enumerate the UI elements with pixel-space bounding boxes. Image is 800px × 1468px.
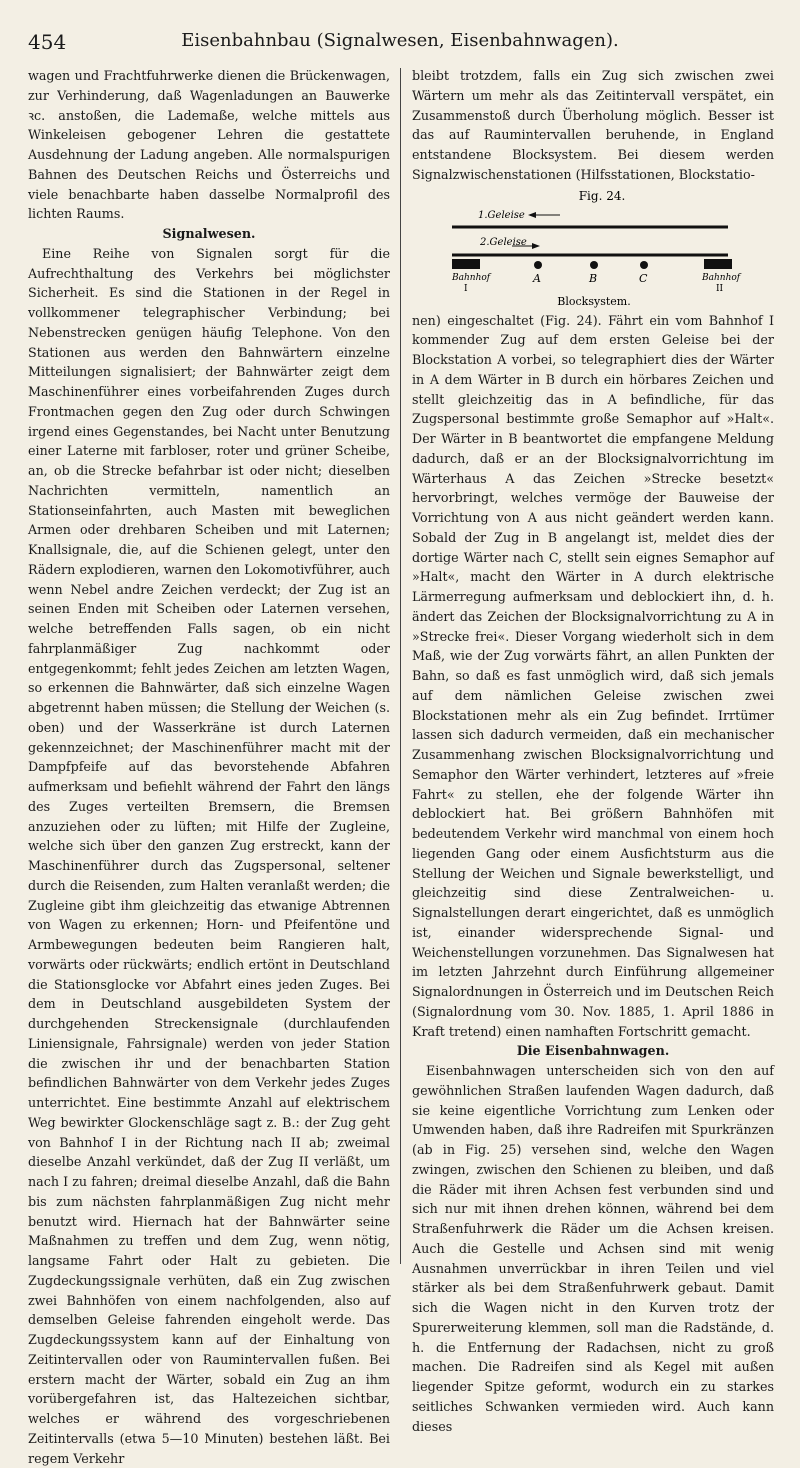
track-1-arrow-head: [528, 212, 536, 218]
left-paragraph-2: Eine Reihe von Signalen sorgt für die Aufrechthaltung des Verkehrs bei möglichster Sicherheit. Es sind die Stationen in der Regel in vollkommener telegraphischer Verbindung; bei Nebenstrecken genügen häufig Telephone. Von den Stationen aus werden den Bahnwärtern einzelne Mitteilungen signalisiert; der Bahnwärter zeigt dem Maschinenführer eines vorbeifahrenden Zuges durch Frontmachen gegen den Zug oder durch Schwingen irgend eines Gegenstandes, bei Nacht unter Benutzung einer Laterne mit farbloser, roter und grüner Scheibe, an, ob die Strecke befahrbar ist oder nicht; dieselben Nachrichten vermitteln, namentlich an Stationseinfahrten, auch Masten mit beweglichen Armen oder drehbaren Scheiben und mit Laternen; Knallsignale, die, auf die Schienen gelegt, unter den Rädern explodieren, warnen den Lokomotivführer, auch wenn Nebel andre Zeichen verdeckt; der Zug ist an seinen Enden mit Scheiben oder Laternen versehen, welche betreffenden Falls sagen, ob ein nicht fahrplanmäßiger Zug nachkommt oder entgegenkommt; fehlt jedes Zeichen am letzten Wagen, so erkennen die Bahnwärter, daß sich einzelne Wagen abgetrennt haben müssen; die Stellung der Weichen (s. oben) und der Wasserkräne ist durch Laternen gekennzeichnet; der Maschinenführer macht mit der Dampfpfeife auf das bevorstehende Abfahren aufmerksam und befiehlt während der Fahrt den längs des Zuges verteilten Bremsern, die Bremsen anzuziehen oder zu lüften; mit Hilfe der Zugleine, welche sich über den ganzen Zug erstreckt, kann der Maschinenführer durch das Zugspersonal, seltener durch die Reisenden, zum Halten veranlaßt werden; die Zugleine gibt ihm gleichzeitig das etwanige Abtrennen von Wagen zu erkennen; Horn- und Pfeifentöne und Armbewegungen bedeuten beim Rangieren halt, vorwärts oder rückwärts; endlich ertönt in Deutschland die Stationsglocke vor Abfahrt eines jeden Zuges. Bei dem in Deutschland ausgebildeten System der durchgehenden Streckensignale (durchlaufenden Liniensignale, Fahrsignale) werden von jeder Station die zwischen ihr und der benachbarten Station befindlichen Bahnwärter von dem Verkehr jedes Zuges unterrichtet. Eine bestimmte Anzahl auf elektrischem Weg bewirkter Glockenschläge sagt z. B.: der Zug geht von Bahnhof I in der Richtung nach II ab; zweimal dieselbe Anzahl verkündet, daß der Zug II verläßt, um nach I zu fahren; dreimal dieselbe Anzahl, daß die Bahn bis zum nächsten fahrplanmäßigen Zug nicht mehr benutzt wird. Hiernach hat der Bahnwärter seine Maßnahmen zu treffen und dem Zug, wenn nötig, langsame Fahrt oder Halt zu gebieten. Die Zugdeckungssignale verhüten, daß ein Zug zwischen zwei Bahnhöfen von einem nachfolgenden, also auf demselben Geleise fahrenden eingeholt werde. Das Zugdeckungssystem kann auf der Einhaltung von Zeitintervallen oder von Raumintervallen fußen. Bei erstern macht der Wärter, sobald ein Zug an ihm vorübergefahren ist, das Haltezeichen sichtbar, welches er während des vorgeschriebenen Zeitintervalls (etwa 5—10 Minuten) bestehen läßt. Bei regem Verkehr: [28, 245, 390, 1466]
track-2-label: 2.Geleise: [480, 236, 527, 248]
track-1-label: 1.Geleise: [478, 209, 525, 221]
page-number: 454: [28, 30, 67, 54]
right-column: [412, 66, 774, 1434]
figure-24: [412, 185, 774, 311]
right-paragraph-1: bleibt trotzdem, falls ein Zug sich zwischen zwei Wärtern um mehr als das Zeitintervall verspätet, ein Zusammenstoß durch Überholung möglich. Besser ist das auf Raumintervallen beruhende, in England entstandene Blocksystem. Bei diesem werden Signalzwischenstationen (Hilfsstationen, Blockstatio-: [412, 68, 774, 182]
page-header: [28, 30, 772, 56]
block-station-a-marker: [534, 261, 542, 269]
station-left-label: Bahnhof: [452, 272, 491, 283]
figure-caption: Fig. 24.: [578, 188, 626, 203]
station-right-label: Bahnhof: [702, 272, 741, 283]
figure-subtitle: Blocksystem.: [557, 294, 631, 308]
running-head: Eisenbahnbau (Signalwesen, Eisenbahnwagen).: [181, 30, 619, 51]
section-heading-eisenbahnwagen: Die Eisenbahnwagen.: [516, 1043, 670, 1059]
block-system-diagram: [412, 185, 774, 311]
block-station-c-label: C: [639, 271, 648, 285]
block-station-a-label: A: [533, 271, 541, 285]
right-paragraph-3: Eisenbahnwagen unterscheiden sich von den auf gewöhnlichen Straßen laufenden Wagen dadurch, daß sie keine eigentliche Vorrichtung zum Lenken oder Umwenden haben, daß ihre Radreifen mit Spurkränzen (ab in Fig. 25) versehen sind, welche den Wagen zwingen, zwischen den Schienen zu bleiben, und daß die Räder mit ihren Achsen fest verbunden sind und sich nur mit ihnen drehen können, während bei dem Straßenfuhrwerk die Räder um die Achsen kreisen. Auch die Gestelle und Achsen sind mit wenig Ausnahmen unverrückbar in ihren Teilen und viel stärker als bei dem Straßenfuhrwerk gebaut. Damit sich die Wagen nicht in den Kurven trotz der Spurerweiterung klemmen, soll man die Radstände, d. h. die Entfernung der Radachsen, nicht zu groß machen. Die Radreifen sind als Kegel mit außen liegender Spitze geformt, wodurch ein zu starkes seitliches Schwanken vermieden wird. Auch kann dieses: [412, 1063, 774, 1434]
column-rule: [400, 68, 401, 1264]
track-2-arrow-head: [532, 243, 540, 249]
station-right-number: II: [716, 283, 724, 294]
left-paragraph-1: wagen und Frachtfuhrwerke dienen die Brückenwagen, zur Verhinderung, daß Wagenladungen an Bauwerke ꝛc. anstoßen, die Lademaße, welche mittels aus Winkeleisen gebogener Lehren die gestattete Ausdehnung der Ladung angeben. Alle normalspurigen Bahnen des Deutschen Reichs und Österreichs und viele benachbarte haben dasselbe Normalprofil des lichten Raums.: [28, 68, 390, 222]
block-station-b-marker: [590, 261, 598, 269]
section-heading-signalwesen: Signalwesen.: [162, 226, 256, 241]
station-right-block: [704, 259, 732, 269]
block-station-c-marker: [640, 261, 648, 269]
right-paragraph-2: nen) eingeschaltet (Fig. 24). Fährt ein vom Bahnhof I kommender Zug auf dem ersten Geleise bei der Blockstation A vorbei, so telegraphiert dies der Wärter in A dem Wärter in B durch ein hörbares Zeichen und stellt gleichzeitig das in A befindliche, für das Zugspersonal bestimmte große Semaphor auf »Halt«. Der Wärter in B beantwortet die empfangene Meldung dadurch, daß er an der Blocksignalvorrichtung im Wärterhaus A das Zeichen »Strecke besetzt« hervorbringt, welches vermöge der Bauweise der Vorrichtung von A aus nicht geändert werden kann. Sobald der Zug in B angelangt ist, meldet dies der dortige Wärter nach C, stellt sein eignes Semaphor auf »Halt«, macht den Wärter in A durch elektrische Lärmerregung aufmerksam und deblockiert ihn, d. h. ändert das Zeichen der Blocksignalvorrichtung zu A in »Strecke frei«. Dieser Vorgang wiederholt sich in dem Maß, wie der Zug vorwärts fährt, an allen Punkten der Bahn, so daß es fast unmöglich wird, daß sich jemals auf dem nämlichen Geleise zwischen zwei Blockstationen mehr als ein Zug befindet. Irrtümer lassen sich dadurch vermeiden, daß ein mechanischer Zusammenhang zwischen Blocksignalvorrichtung und Semaphor den Wärter verhindert, letzteres auf »freie Fahrt« zu stellen, ehe der folgende Wärter ihn deblockiert hat. Bei größern Bahnhöfen mit bedeutendem Verkehr wird manchmal von einem hoch liegenden Gang oder einem Ausfichtsturm aus die Stellung der Weichen und Signale bewerkstelligt, und gleichzeitig sind diese Zentralweichen- u. Signalstellungen derart eingerichtet, daß es unmöglich ist, einander widersprechende Signal- und Weichenstellungen vorzunehmen. Das Signalwesen hat im letzten Jahrzehnt durch Einführung allgemeiner Signalordnungen in Österreich und im Deutschen Reich (Signalordnung vom 30. Nov. 1885, 1. April 1886 in Kraft tretend) einen namhaften Fortschritt gemacht.: [412, 312, 774, 1039]
left-column: [28, 66, 390, 1466]
station-left-number: I: [464, 283, 468, 294]
block-station-b-label: B: [589, 271, 598, 285]
station-left-block: [452, 259, 480, 269]
